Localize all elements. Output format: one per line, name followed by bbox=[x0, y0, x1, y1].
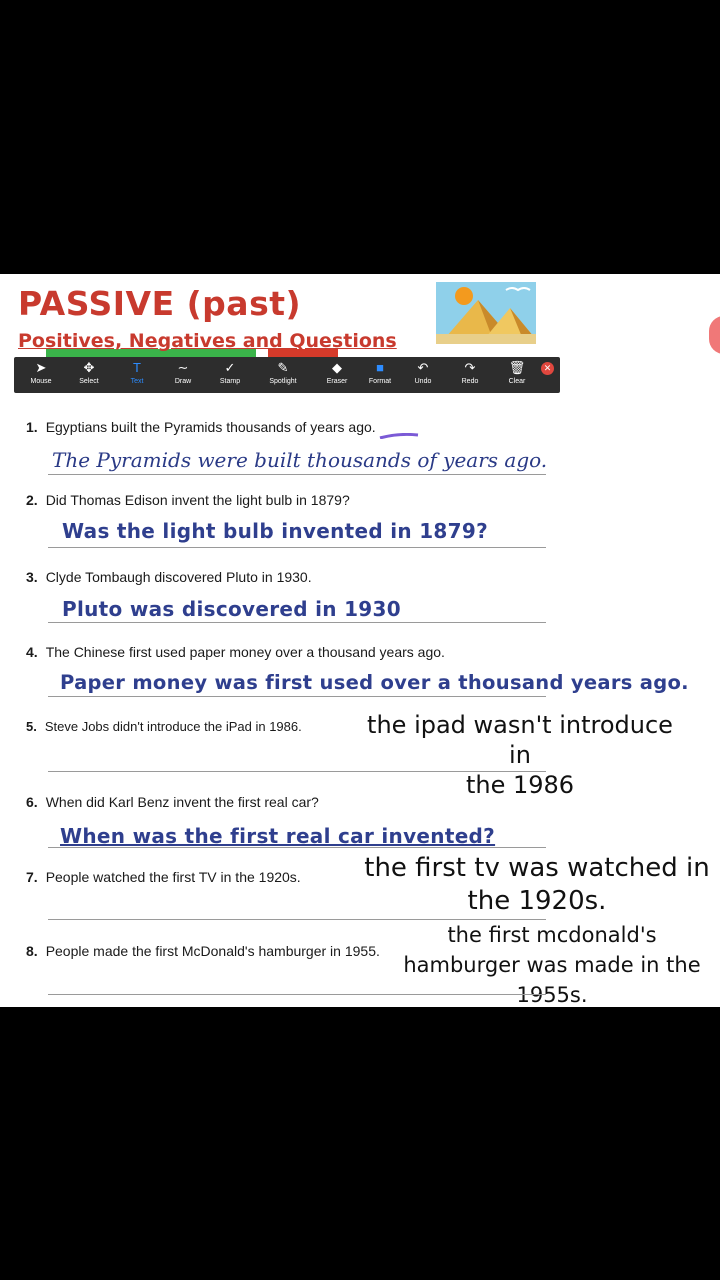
tool-mouse[interactable] bbox=[16, 357, 66, 393]
answer-line bbox=[48, 696, 546, 697]
question-3 bbox=[26, 569, 312, 585]
question-text: People made the first McDonald's hamburger in 1955. bbox=[45, 943, 380, 959]
question-text: Clyde Tombaugh discovered Pluto in 1930. bbox=[45, 569, 312, 585]
question-8 bbox=[26, 943, 380, 959]
tool-label: Undo bbox=[414, 378, 432, 385]
undo-icon: ↶ bbox=[417, 360, 429, 375]
tool-redo[interactable] bbox=[445, 357, 495, 393]
pyramids-illustration-icon bbox=[436, 282, 536, 344]
tool-select[interactable] bbox=[64, 357, 114, 393]
tool-text[interactable] bbox=[112, 357, 162, 393]
question-number: 5. bbox=[26, 719, 37, 734]
spotlight-icon: ✎ bbox=[277, 360, 289, 375]
tool-clear[interactable] bbox=[492, 357, 542, 393]
question-number: 1. bbox=[26, 419, 38, 435]
question-6 bbox=[26, 794, 319, 810]
answer-line-2: the 1920s. bbox=[467, 885, 607, 916]
tool-label: Text bbox=[130, 378, 144, 385]
question-number: 6. bbox=[26, 794, 38, 810]
answer-line bbox=[48, 994, 546, 995]
answer-3: Pluto was discovered in 1930 bbox=[62, 597, 401, 621]
question-text: Steve Jobs didn't introduce the iPad in 1986. bbox=[44, 719, 302, 734]
tool-spotlight[interactable] bbox=[258, 357, 308, 393]
check-icon: ✓ bbox=[224, 360, 236, 375]
annotation-toolbar bbox=[14, 357, 560, 393]
pen-mark bbox=[378, 433, 420, 439]
question-1 bbox=[26, 419, 376, 435]
question-text: People watched the first TV in the 1920s. bbox=[45, 869, 301, 885]
question-4 bbox=[26, 644, 445, 660]
question-number: 3. bbox=[26, 569, 38, 585]
format-icon: ■ bbox=[376, 360, 384, 375]
question-text: The Chinese first used paper money over a thousand years ago. bbox=[45, 644, 445, 660]
question-text: Did Thomas Edison invent the light bulb in 1879? bbox=[45, 492, 350, 508]
text-icon: T bbox=[133, 360, 141, 375]
redo-icon: ↷ bbox=[464, 360, 476, 375]
question-number: 8. bbox=[26, 943, 38, 959]
tool-draw[interactable] bbox=[158, 357, 208, 393]
answer-line-3: 1955s. bbox=[516, 982, 588, 1007]
tool-label: Mouse bbox=[30, 378, 52, 385]
answer-6: When was the first real car invented? bbox=[60, 824, 496, 848]
answer-line-1: the ipad wasn't introduce in bbox=[367, 711, 673, 769]
answer-1: The Pyramids were built thousands of years ago. bbox=[52, 448, 548, 472]
tool-label: Select bbox=[79, 378, 99, 385]
question-number: 7. bbox=[26, 869, 38, 885]
worksheet bbox=[0, 274, 720, 1007]
tool-label: Redo bbox=[461, 378, 479, 385]
question-text: When did Karl Benz invent the first real car? bbox=[45, 794, 319, 810]
answer-line-2: hamburger was made in the bbox=[403, 952, 701, 977]
tool-label: Eraser bbox=[326, 378, 348, 385]
answer-line-1: the first mcdonald's bbox=[447, 923, 657, 947]
move-icon: ✥ bbox=[83, 360, 95, 375]
answer-4: Paper money was first used over a thousand years ago. bbox=[60, 671, 689, 694]
tool-stamp[interactable] bbox=[205, 357, 255, 393]
answer-line-2: the 1986 bbox=[465, 771, 575, 799]
pointer-icon: ➤ bbox=[35, 360, 47, 375]
trash-icon: 🗑 bbox=[508, 360, 526, 375]
question-5 bbox=[26, 719, 302, 734]
answer-line bbox=[48, 474, 546, 475]
close-toolbar-icon[interactable]: ✕ bbox=[541, 362, 554, 375]
answer-line bbox=[48, 919, 546, 920]
eraser-icon: ◆ bbox=[332, 360, 342, 375]
answer-line bbox=[48, 547, 546, 548]
answer-line bbox=[48, 771, 546, 772]
tool-undo[interactable] bbox=[398, 357, 448, 393]
answer-5 bbox=[360, 710, 680, 800]
tool-label: Format bbox=[368, 378, 392, 385]
worksheet-title: PASSIVE (past) bbox=[18, 284, 302, 323]
question-number: 2. bbox=[26, 492, 38, 508]
answer-line bbox=[48, 847, 546, 848]
tool-label: Draw bbox=[174, 378, 192, 385]
worksheet-subtitle: Positives, Negatives and Questions bbox=[18, 330, 397, 352]
side-edge-button[interactable] bbox=[709, 316, 720, 354]
question-text: Egyptians built the Pyramids thousands of years ago. bbox=[45, 419, 376, 435]
tool-label: Spotlight bbox=[269, 378, 297, 385]
tool-label: Clear bbox=[508, 378, 526, 385]
question-number: 4. bbox=[26, 644, 38, 660]
question-7 bbox=[26, 869, 301, 885]
tool-label: Stamp bbox=[219, 378, 241, 385]
question-2 bbox=[26, 492, 350, 508]
answer-line bbox=[48, 622, 546, 623]
draw-icon: ∼ bbox=[177, 360, 189, 375]
answer-line-1: the first tv was watched in bbox=[364, 853, 710, 883]
answer-7 bbox=[356, 852, 718, 917]
answer-2: Was the light bulb invented in 1879? bbox=[62, 519, 488, 543]
